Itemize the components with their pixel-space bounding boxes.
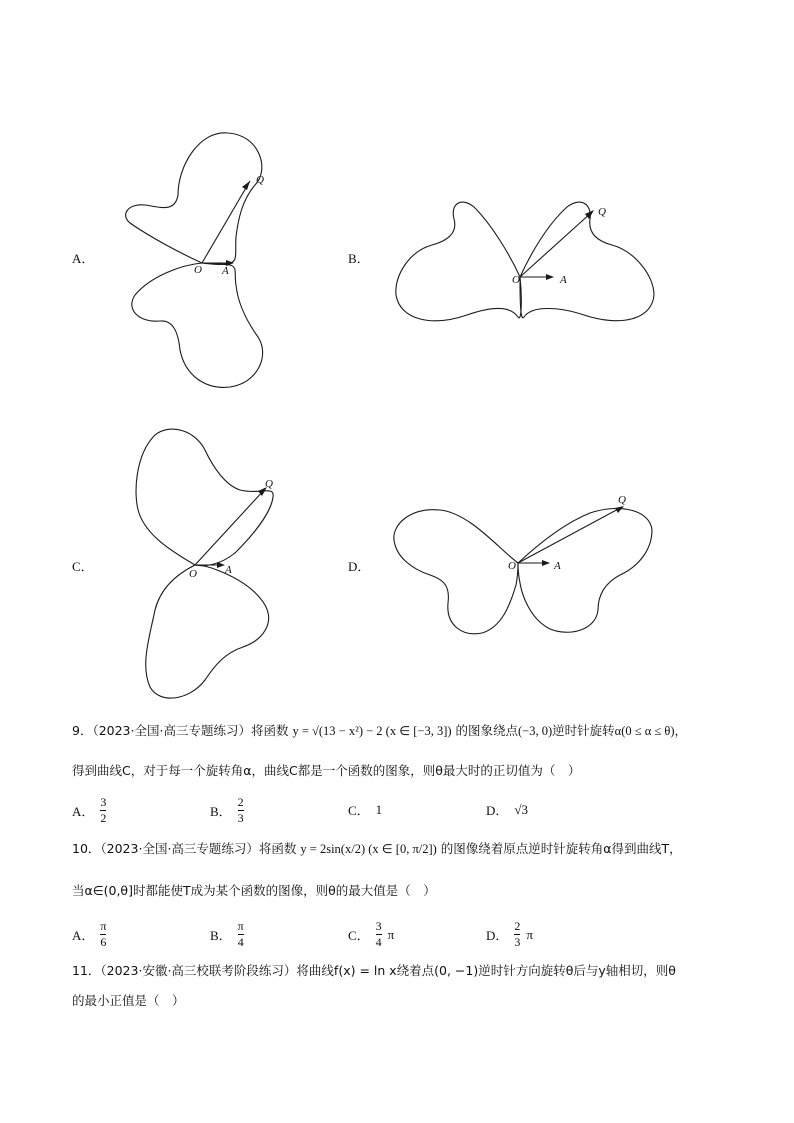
q10-choice-d-num: 2 — [514, 919, 521, 933]
q11-source: （2023·安徽·高三校联考阶段练习） — [100, 963, 297, 978]
q9-choice-d-value: √3 — [514, 801, 529, 817]
q10-choice-c-den: 4 — [375, 935, 382, 949]
option-c-label: C． — [72, 559, 94, 574]
q9-choice-b-den: 3 — [237, 811, 244, 825]
q10-text-2: 的图像绕着原点逆时针旋转角α得到曲线T， — [440, 841, 682, 856]
q9-choice-b-label: B． — [210, 804, 232, 819]
q10-text-1: 将函数 — [258, 841, 297, 856]
option-d-label: D． — [348, 559, 371, 574]
point-q-label-b: Q — [598, 206, 606, 218]
point-q-label-c: Q — [265, 478, 273, 490]
point-q-label-a: Q — [256, 174, 264, 186]
q10-source: （2023·全国·高三专题练习） — [100, 841, 259, 856]
curve-b-right-wing — [520, 202, 654, 321]
point-o-label-c: O — [189, 568, 197, 580]
q9-choice-b[interactable] — [210, 796, 244, 825]
vector-oq-b — [520, 212, 592, 277]
q9-point: (−3, 0) — [518, 724, 553, 738]
q9-text-3: 逆时针旋转 — [552, 723, 615, 738]
q10-choice-c-fraction — [376, 920, 382, 949]
vector-oq-a — [202, 181, 250, 263]
q10-choice-c[interactable] — [348, 920, 394, 949]
q10-choice-d-label: D． — [486, 928, 509, 943]
q9-source: （2023·全国·高三专题练习） — [92, 723, 251, 738]
point-q-label-d: Q — [618, 494, 626, 506]
q9-choice-a-fraction — [100, 796, 106, 825]
question-11-line-1 — [72, 962, 676, 980]
curve-c-upper-wing — [136, 429, 273, 566]
figure-c — [125, 425, 295, 705]
q11-number: 11． — [72, 963, 101, 978]
q10-choice-c-suffix: π — [387, 926, 395, 942]
q9-number: 9． — [72, 723, 93, 738]
q10-choice-a-den: 6 — [100, 935, 107, 949]
vector-oq-d — [518, 507, 622, 563]
question-9-line-2: 得到曲线C，对于每一个旋转角α，曲线C都是一个函数的图象，则θ最大时的正切值为（ ） — [72, 763, 581, 778]
q10-choice-b-den: 4 — [237, 935, 244, 949]
q10-choice-a-num: π — [100, 919, 107, 933]
q10-number: 10． — [72, 841, 101, 856]
point-o-label-b: O — [512, 274, 520, 286]
q9-choice-d[interactable] — [486, 800, 528, 819]
arrowhead-a-c — [217, 562, 225, 568]
curve-a-lower-wing — [132, 263, 263, 387]
arrowhead-a-b — [546, 274, 554, 280]
q10-choice-d-den: 3 — [514, 935, 521, 949]
q9-choice-a-num: 3 — [100, 795, 107, 809]
q10-function: y = 2sin(x/2) (x ∈ [0, π/2]) — [300, 842, 437, 856]
option-b-label: B． — [348, 251, 370, 266]
butterfly-curve-b — [392, 195, 662, 330]
q11-text-1: 将曲线f(x) = ln x绕着点(0, −1)逆时针方向旋转θ后与y轴相切，则θ — [296, 963, 676, 978]
question-10-line-1 — [72, 840, 682, 858]
q9-choice-d-label: D． — [486, 803, 509, 818]
butterfly-curve-a — [120, 125, 290, 395]
question-9-line-1: 9．（2023·全国·高三专题练习）将函数 y = √(13 − x²) − 2 (x ∈ [−3, 3]) 的图象绕点(−3, 0)逆时针旋转α(0 ≤ α ≤ θ)， — [72, 723, 688, 738]
q9-function: y = √(13 − x²) − 2 (x ∈ [−3, 3]) — [292, 724, 452, 738]
curve-c-lower-wing — [146, 565, 269, 698]
q9-choice-a[interactable] — [72, 796, 106, 825]
q10-choice-c-num: 3 — [375, 919, 382, 933]
point-a-label-a: A — [222, 265, 229, 277]
butterfly-curve-d — [390, 495, 665, 640]
q10-choice-c-label: C． — [348, 928, 370, 943]
q10-choice-d[interactable] — [486, 920, 533, 949]
figure-b — [392, 195, 662, 330]
vector-oq-c — [195, 489, 265, 565]
q9-choice-a-label: A． — [72, 804, 95, 819]
q10-choice-d-suffix: π — [526, 926, 533, 942]
arrowhead-q-a — [242, 181, 250, 190]
q10-choice-b-fraction — [238, 920, 244, 949]
q9-range: α(0 ≤ α ≤ θ) — [614, 724, 675, 738]
curve-a-upper-wing — [126, 133, 262, 265]
q9-text-1: 将函数 — [250, 723, 289, 738]
q9-choice-c-label: C． — [348, 803, 370, 818]
q9-choice-c-value: 1 — [375, 801, 383, 817]
q10-choice-a-fraction — [100, 920, 106, 949]
curve-b-left-wing — [396, 202, 521, 321]
q10-choice-a-label: A． — [72, 928, 95, 943]
point-o-label-a: O — [194, 264, 202, 276]
question-11-line-2: 的最小正值是（ ） — [72, 993, 185, 1008]
point-a-label-b: A — [560, 274, 567, 286]
curve-d-left-wing — [394, 510, 518, 634]
option-a-label: A． — [72, 251, 95, 266]
q10-choice-a[interactable] — [72, 920, 106, 949]
q10-choice-d-fraction — [514, 920, 520, 949]
q10-choice-b-num: π — [237, 919, 244, 933]
q9-text-2: 的图象绕点 — [455, 723, 519, 738]
q9-choice-a-den: 2 — [100, 811, 107, 825]
q9-choice-c[interactable] — [348, 800, 382, 819]
figure-a — [120, 125, 290, 395]
arrowhead-q-d — [615, 506, 624, 513]
q10-choice-b-label: B． — [210, 928, 232, 943]
figure-d — [390, 495, 665, 640]
q10-choice-b[interactable] — [210, 920, 244, 949]
q9-choice-b-num: 2 — [237, 795, 244, 809]
point-a-label-d: A — [554, 560, 561, 572]
butterfly-curve-c — [125, 425, 295, 705]
point-a-label-c: A — [225, 564, 232, 576]
arrowhead-a-d — [542, 560, 550, 566]
point-o-label-d: O — [508, 560, 516, 572]
question-10-line-2: 当α∈(0,θ]时都能使T成为某个函数的图像，则θ的最大值是（ ） — [72, 883, 436, 898]
q9-choice-b-fraction — [238, 796, 244, 825]
